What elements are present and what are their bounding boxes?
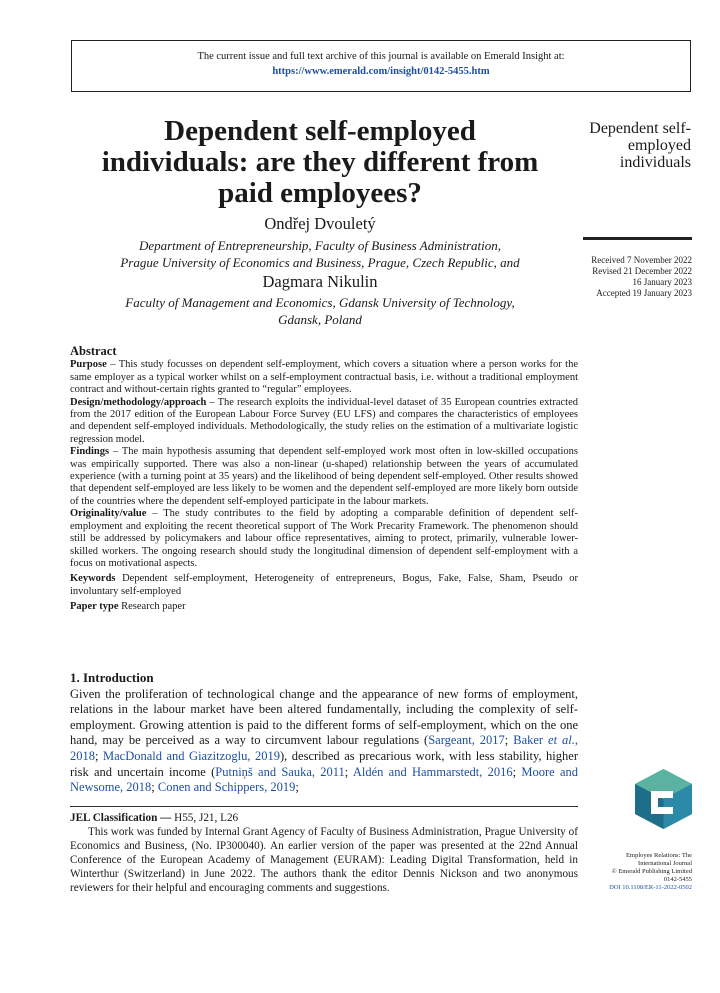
running-head-line: individuals [619,154,691,171]
originality-text: – The study contributes to the field by adopting a comparable definition of dependent self-employment and exploiting the recent theoretical support of The Work Precarity Framework. The phenomenon should still be addressed by policymakers and labour office representatives, aiming to protect, primarily, vulnerable lower-skilled workers. The ongoing research should study the longitudinal dimension of dependent self-employment with a focus on motivational aspects. [70,508,578,569]
author-name: Dagmara Nikulin [262,272,378,291]
paper-type [70,601,578,613]
citation-link[interactable]: Conen and Schippers, 2019 [157,780,296,795]
affiliation-line: Faculty of Management and Economics, Gdansk University of Technology, [125,295,515,310]
crossmark-icon-graphic [635,769,692,829]
banner-text: The current issue and full text archive of this journal is available on Emerald Insight at: [197,51,565,62]
jel-label: JEL Classification — [70,812,172,824]
originality-label: Originality/value [70,508,147,520]
doi-link[interactable]: DOI 10.1108/ER-11-2022-0502 [609,884,692,891]
funding-note: This work was funded by Internal Grant Agency of Faculty of Business Administration, Prague University of Economics and Business, (No. IP300040). An earlier version of the paper was presented at the 22nd Annual Conference of the European Academy of Management (EURAM): Leading Digital Transformation, held in Winterthur (Switzerland) in June 2022. The authors thank the editor Dennis Nickson and two anonymous reviewers for their helpful and encouraging comments and suggestions. [70,826,578,894]
title-line: Dependent self-employed [164,115,476,147]
citation-link[interactable]: Putniņš and Sauka, 2011 [215,764,345,779]
introduction-paragraph [70,687,578,796]
publication-dates [583,255,692,299]
accepted-date: Accepted 19 January 2023 [596,288,692,298]
introduction-section [70,670,578,796]
abstract-purpose [70,359,578,396]
abstract-originality [70,508,578,570]
body-text: ; [295,780,299,795]
author-name: Ondřej Dvouletý [264,214,376,233]
title-line: paid employees? [218,177,422,209]
separator: ; [512,764,522,779]
citation-text: , 2018 [70,733,578,763]
findings-label: Findings [70,446,110,458]
author-affiliation [70,294,570,328]
journal-name: Employee Relations: The [626,852,692,859]
jel-classification [70,811,578,825]
separator: ; [151,780,158,795]
running-head-line: employed [627,137,691,154]
abstract-findings [70,446,578,508]
journal-name: International Journal [638,860,692,867]
paper-type-text: Research paper [118,601,186,613]
footnotes [70,811,578,895]
publisher-info [590,852,692,892]
article-title [70,116,570,209]
affiliation-line: Department of Entrepreneurship, Faculty of Business Administration, [138,238,502,253]
received-date: Received 7 November 2022 [591,255,692,265]
journal-url-link[interactable]: https://www.emerald.com/insight/0142-5455.htm [272,66,490,77]
citation-text: Baker [513,733,549,748]
abstract-design [70,397,578,447]
separator: ; [504,733,514,748]
body-text: Given the proliferation of technological change and the appearance of new forms of employment, relations in the labour market have been altered fundamentally, including the complexity of self-employment. Growing attention is paid to the different forms of self-employment, which on the one hand, may be perceived as a way to circumvent labour regulations ( [70,686,578,748]
issn: 0142-5455 [663,876,692,883]
abstract-heading: Abstract [70,344,117,358]
citation-link[interactable]: Moore and Newsome, 2018 [70,764,579,795]
keywords-label: Keywords [70,573,116,585]
keywords-text: Dependent self-employment, Heterogeneity of entrepreneurs, Bogus, Fake, False, Sham, Pseudo or involuntary self-employed [70,573,578,597]
author-affiliation [70,237,570,271]
findings-text: – The main hypothesis assuming that dependent self-employed work most often in low-skilled occupations was empirically supported. There was also a non-linear (u-shaped) relationship between the years of accumulated experience (with a turning point at 35 years) and the likelihood of being dependent self-employed. Other results showed that dependent self-employed are less likely to be women and the dependent self-employed are more likely born outside of the countries where the dependent self-employed participate in the labour markets. [70,446,578,507]
separator: ; [344,764,353,779]
revised-date: 16 January 2023 [632,277,692,287]
running-head-line: Dependent self- [589,120,691,137]
purpose-label: Purpose [70,359,107,371]
citation-link[interactable]: Aldén and Hammarstedt, 2016 [352,764,513,779]
introduction-heading: 1. Introduction [70,670,154,685]
design-text: – The research exploits the individual-level dataset of 35 European countries extracted from the 2017 edition of the European Labour Force Survey (EU LFS) and compares the characteristics of employees and dependent self-employed individuals. Methodologically, the study relies on the estimation of a multivariate logistic regression model. [70,396,578,445]
sidebar-divider [583,237,692,240]
purpose-text: – This study focusses on dependent self-employment, which covers a situation where a person works for the same employer as a typical worker whilst on a self-employment contractual basis, i.e. without a traditional employment contract and without-certain rights granted to “regular” employees. [70,359,578,396]
citation-text: et al. [548,733,575,748]
title-line: individuals: are they different from [101,146,539,178]
design-label: Design/methodology/approach [70,396,207,408]
paper-type-label: Paper type [70,601,119,613]
keywords [70,573,578,598]
running-head [578,120,691,171]
separator: ; [95,748,103,763]
abstract-section [70,345,578,614]
citation-link[interactable]: MacDonald and Giazitzoglu, 2019 [102,748,280,763]
revised-date: Revised 21 December 2022 [592,266,692,276]
copyright: © Emerald Publishing Limited [611,868,692,875]
footnote-divider [70,806,578,807]
body-text: ), described as precarious work, with less stability, higher risk and uncertain income ( [70,748,578,779]
affiliation-line: Gdansk, Poland [278,312,362,327]
affiliation-line: Prague University of Economics and Business, Prague, Czech Republic, and [120,255,520,270]
crossmark-icon[interactable] [635,769,692,829]
journal-availability-banner [71,40,691,92]
jel-codes: H55, J21, L26 [171,812,239,824]
citation-link[interactable]: Sargeant, 2017 [428,733,505,748]
